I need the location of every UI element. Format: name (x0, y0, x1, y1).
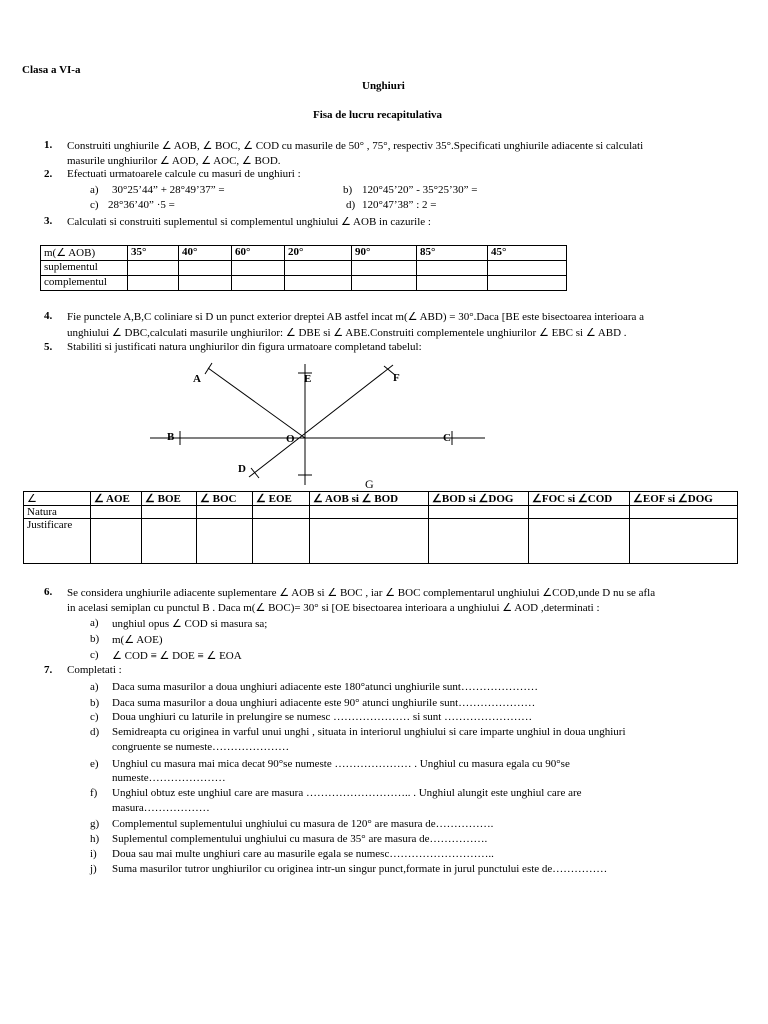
row-label: suplementul (41, 261, 128, 276)
row-label: complementul (41, 276, 128, 291)
q6-c-label: c) (90, 649, 99, 661)
answer-cell[interactable] (197, 519, 253, 564)
table-header-cell: ∠ BOE (142, 492, 197, 506)
q7-d-text2: congruente se numeste………………… (112, 741, 290, 753)
q2-c-text: 28°36’40” ·5 = (108, 199, 175, 211)
q7-g-label: g) (90, 818, 100, 830)
table-header-cell: 90° (352, 246, 417, 261)
answer-cell[interactable] (310, 506, 429, 519)
table-row (24, 519, 738, 564)
answer-cell[interactable] (488, 276, 567, 291)
label-e: E (304, 373, 312, 385)
q6-a-label: a) (90, 617, 99, 629)
q7-f-label: f) (90, 787, 98, 799)
q7-f-text: Unghiul obtuz este unghiul care are masura ……………………….. . Unghiul alungit este unghiul care are (112, 787, 582, 799)
answer-cell[interactable] (128, 276, 179, 291)
answer-cell[interactable] (142, 519, 197, 564)
q5-line1: Stabiliti si justificati natura unghiurilor din figura urmatoare completand tabelul: (67, 341, 422, 353)
q7-b-text: Daca suma masurilor a doua unghiuri adiacente este 90° atunci unghiurile sunt………………… (112, 697, 536, 709)
label-d: D (238, 463, 246, 475)
q2-line1: Efectuati urmatoarele calcule cu masuri de unghiuri : (67, 168, 301, 180)
label-c: C (443, 432, 451, 444)
q6-c-text: ∠ COD ≡ ∠ DOE ≡ ∠ EOA (112, 650, 242, 662)
q7-line1: Completati : (67, 664, 122, 676)
answer-cell[interactable] (310, 519, 429, 564)
q7-f-text2: masura……………… (112, 802, 210, 814)
q2-b-label: b) (343, 184, 353, 196)
q2-a-label: a) (90, 184, 99, 196)
item-number-3: 3. (44, 215, 53, 227)
answer-cell[interactable] (232, 276, 285, 291)
q6-a-text: unghiul opus ∠ COD si masura sa; (112, 618, 268, 630)
table-header-cell: ∠EOF si ∠DOG (630, 492, 738, 506)
table-header-cell: 85° (417, 246, 488, 261)
answer-cell[interactable] (91, 506, 142, 519)
q7-a-text: Daca suma masurilor a doua unghiuri adiacente este 180°atunci unghiurile sunt………………… (112, 681, 538, 693)
answer-cell[interactable] (253, 506, 310, 519)
q2-b-text: 120°45’20” - 35°25’30” = (362, 184, 478, 196)
tick-a (205, 363, 212, 374)
table-header-cell: ∠ (24, 492, 91, 506)
page-title: Unghiuri (362, 80, 405, 92)
table-header-cell: ∠ AOE (91, 492, 142, 506)
q1-line2: masurile unghiurilor ∠ AOD, ∠ AOC, ∠ BOD. (67, 155, 281, 167)
table-header-cell: ∠FOC si ∠COD (529, 492, 630, 506)
angles-figure (0, 355, 768, 490)
answer-cell[interactable] (429, 506, 529, 519)
q7-b-label: b) (90, 697, 100, 709)
q2-a-text: 30°25’44” + 28°49’37” = (112, 184, 225, 196)
q1-line1: Construiti unghiurile ∠ AOB, ∠ BOC, ∠ COD cu masurile de 50° , 75°, respectiv 35°.Specificati unghiurile adiacente si calculati (67, 140, 644, 152)
q6-b-text: m(∠ AOE) (112, 634, 163, 646)
label-o: O (286, 433, 295, 445)
answer-cell[interactable] (285, 276, 352, 291)
table-row (41, 246, 567, 261)
row-label: Justificare (24, 519, 91, 564)
table-row (24, 492, 738, 506)
class-label: Clasa a VI-a (22, 64, 81, 76)
answer-cell[interactable] (429, 519, 529, 564)
answer-cell[interactable] (232, 261, 285, 276)
ray-oa (208, 368, 305, 438)
q7-j-text: Suma masurilor tutror unghiurilor cu originea intr-un singur punct,formate in jurul punctului este de…………… (112, 863, 608, 875)
answer-cell[interactable] (179, 261, 232, 276)
item-number-5: 5. (44, 341, 53, 353)
answer-cell[interactable] (417, 276, 488, 291)
q2-d-label: d) (346, 199, 356, 211)
answer-cell[interactable] (128, 261, 179, 276)
table-header-cell: ∠ EOE (253, 492, 310, 506)
answer-cell[interactable] (253, 519, 310, 564)
q7-h-text: Suplementul complementului unghiului cu masura de 35° are masura de……………. (112, 833, 488, 845)
table-row (41, 261, 567, 276)
q3-line1: Calculati si construiti suplementul si complementul unghiului ∠ AOB in cazurile : (67, 216, 431, 228)
table-header-cell: 20° (285, 246, 352, 261)
table-header-cell: ∠BOD si ∠DOG (429, 492, 529, 506)
tick-d (251, 468, 259, 478)
answer-cell[interactable] (285, 261, 352, 276)
item-number-2: 2. (44, 168, 53, 180)
q7-a-label: a) (90, 681, 99, 693)
table-row (24, 506, 738, 519)
answer-cell[interactable] (417, 261, 488, 276)
q7-e-text: Unghiul cu masura mai mica decat 90°se numeste ………………… . Unghiul cu masura egala cu 90°se (112, 758, 570, 770)
answer-cell[interactable] (630, 506, 738, 519)
answer-cell[interactable] (91, 519, 142, 564)
table-row (41, 276, 567, 291)
answer-cell[interactable] (488, 261, 567, 276)
row-label: Natura (24, 506, 91, 519)
q7-i-label: i) (90, 848, 97, 860)
table-header-cell: 45° (488, 246, 567, 261)
answer-cell[interactable] (352, 276, 417, 291)
label-f: F (393, 372, 400, 384)
item-number-4: 4. (44, 310, 53, 322)
item-number-6: 6. (44, 586, 53, 598)
table-header-cell: ∠ BOC (197, 492, 253, 506)
q7-d-text: Semidreapta cu originea in varful unui unghi , situata in interiorul unghiului si care imparte unghiul in doua unghiuri (112, 726, 626, 738)
nature-table (23, 491, 738, 564)
label-a: A (193, 373, 201, 385)
table-header-cell: 60° (232, 246, 285, 261)
answer-cell[interactable] (529, 506, 630, 519)
q2-c-label: c) (90, 199, 99, 211)
q7-i-text: Doua sau mai multe unghiuri care au masurile egala se numesc……………………….. (112, 848, 494, 860)
q7-d-label: d) (90, 726, 100, 738)
answer-cell[interactable] (197, 506, 253, 519)
answer-cell[interactable] (142, 506, 197, 519)
q7-h-label: h) (90, 833, 100, 845)
q6-line2: in acelasi semiplan cu punctul B . Daca m(∠ BOC)= 30° si [OE bisectoarea interioara a unghiului ∠ AOD ,determinati : (67, 602, 600, 614)
q6-b-label: b) (90, 633, 100, 645)
q7-c-text: Doua unghiuri cu laturile in prelungire se numesc ………………… si sunt …………………… (112, 711, 533, 723)
answer-cell[interactable] (352, 261, 417, 276)
angles-table (40, 245, 567, 291)
label-g: G (365, 477, 374, 490)
table-header-cell: ∠ AOB si ∠ BOD (310, 492, 429, 506)
table-header-cell: 35° (128, 246, 179, 261)
q7-e-label: e) (90, 758, 99, 770)
answer-cell[interactable] (630, 519, 738, 564)
q4-line2: unghiului ∠ DBC,calculati masurile unghiurilor: ∠ DBE si ∠ ABE.Construiti complementele unghiurilor ∠ EBC si ∠ ABD . (67, 327, 627, 339)
q7-g-text: Complementul suplementului unghiului cu masura de 120° are masura de……………. (112, 818, 494, 830)
answer-cell[interactable] (529, 519, 630, 564)
answer-cell[interactable] (179, 276, 232, 291)
q7-c-label: c) (90, 711, 99, 723)
line-fd (249, 365, 393, 477)
page-subtitle: Fisa de lucru recapitulativa (313, 109, 443, 121)
item-number-1: 1. (44, 139, 53, 151)
item-number-7: 7. (44, 664, 53, 676)
q2-d-text: 120°47’38” : 2 = (362, 199, 437, 211)
q4-line1: Fie punctele A,B,C coliniare si D un punct exterior dreptei AB astfel incat m(∠ ABD) = 30°.Daca [BE este bisectoarea interioara a (67, 311, 645, 323)
q7-e-text2: numeste………………… (112, 772, 226, 784)
table-header-cell: m(∠ AOB) (41, 246, 128, 261)
table-header-cell: 40° (179, 246, 232, 261)
q7-j-label: j) (90, 863, 97, 875)
q6-line1: Se considera unghiurile adiacente suplementare ∠ AOB si ∠ BOC , iar ∠ BOC complementarul unghiului ∠COD,unde D nu se afla (67, 587, 656, 599)
label-b: B (167, 431, 175, 443)
